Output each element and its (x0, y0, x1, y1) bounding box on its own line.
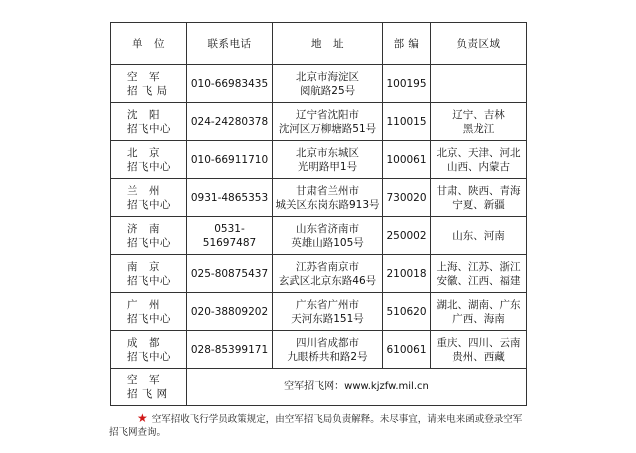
region-line: 山西、内蒙古 (447, 160, 510, 173)
table-row (111, 331, 527, 369)
header-address: 地 址 (273, 23, 383, 65)
unit-cell (111, 293, 187, 331)
table-row (111, 141, 527, 179)
unit-cell (111, 141, 187, 179)
unit-line: 空 军 (127, 374, 160, 386)
address-line: 玄武区北京东路46号 (278, 274, 377, 287)
table-body (111, 65, 527, 406)
unit-cell (111, 217, 187, 255)
address-cell (273, 65, 383, 103)
footnote (109, 412, 529, 439)
address-line: 四川省成都市 (296, 336, 359, 349)
zip-cell: 510620 (383, 293, 431, 331)
phone-cell: 0531-51697487 (187, 217, 273, 255)
region-line: 安徽、江西、福建 (436, 274, 521, 287)
unit-line: 招 飞 局 (127, 84, 168, 97)
zip-cell: 730020 (383, 179, 431, 217)
unit-line: 北 京 (127, 146, 160, 159)
header-unit: 单 位 (111, 23, 187, 65)
unit-line: 招飞中心 (127, 274, 171, 287)
unit-line: 广 州 (127, 298, 160, 311)
website-row (111, 369, 527, 406)
address-line: 江苏省南京市 (296, 260, 359, 273)
address-cell (273, 103, 383, 141)
unit-cell (111, 65, 187, 103)
region-cell (431, 217, 527, 255)
address-line: 英雄山路105号 (291, 236, 364, 249)
website-link[interactable]: 空军招飞网：www.kjzfw.mil.cn (187, 369, 527, 406)
address-cell (273, 255, 383, 293)
address-line: 九眼桥共和路2号 (287, 350, 368, 363)
region-line: 湖北、湖南、广东 (436, 298, 521, 311)
unit-line: 招飞中心 (127, 122, 171, 135)
table-row (111, 103, 527, 141)
recruitment-contact-table (110, 22, 527, 406)
zip-cell: 100195 (383, 65, 431, 103)
address-line: 光明路甲1号 (297, 160, 358, 173)
region-cell (431, 65, 527, 103)
address-cell (273, 179, 383, 217)
phone-cell: 025-80875437 (187, 255, 273, 293)
region-line: 北京、天津、河北 (436, 146, 521, 159)
table-row (111, 255, 527, 293)
region-line: 宁夏、新疆 (452, 198, 505, 211)
header-phone: 联系电话 (187, 23, 273, 65)
unit-cell (111, 255, 187, 293)
unit-line: 南 京 (127, 260, 160, 273)
address-line: 甘肃省兰州市 (296, 184, 359, 197)
address-line: 山东省济南市 (296, 222, 359, 235)
region-line: 广西、海南 (452, 312, 505, 325)
region-line: 重庆、四川、云南 (436, 336, 521, 349)
phone-cell: 024-24280378 (187, 103, 273, 141)
region-cell (431, 141, 527, 179)
address-line: 北京市东城区 (296, 146, 359, 159)
phone-cell: 010-66983435 (187, 65, 273, 103)
phone-cell: 0931-4865353 (187, 179, 273, 217)
address-line: 城关区东岗东路913号 (275, 198, 380, 211)
unit-line: 成 都 (127, 336, 160, 349)
table-row (111, 293, 527, 331)
unit-line: 招飞中心 (127, 160, 171, 173)
address-line: 阅航路25号 (299, 84, 356, 97)
unit-line: 招飞中心 (127, 350, 171, 363)
zip-cell: 250002 (383, 217, 431, 255)
unit-line: 招飞中心 (127, 198, 171, 211)
unit-line: 空 军 (127, 70, 160, 83)
zip-cell: 110015 (383, 103, 431, 141)
header-region: 负责区域 (431, 23, 527, 65)
unit-cell (111, 103, 187, 141)
unit-cell (111, 369, 187, 406)
unit-line: 招飞中心 (127, 236, 171, 249)
header-zip: 部 编 (383, 23, 431, 65)
phone-cell: 010-66911710 (187, 141, 273, 179)
address-line: 辽宁省沈阳市 (296, 108, 359, 121)
region-cell (431, 103, 527, 141)
address-cell (273, 217, 383, 255)
address-cell (273, 331, 383, 369)
star-icon: ★ (137, 411, 148, 425)
region-line: 甘肃、陕西、青海 (436, 184, 521, 197)
address-cell (273, 141, 383, 179)
table-row (111, 179, 527, 217)
unit-line: 招飞中心 (127, 312, 171, 325)
region-line: 山东、河南 (452, 229, 505, 242)
unit-line: 招 飞 网 (127, 388, 168, 400)
phone-cell: 028-85399171 (187, 331, 273, 369)
table-header-row (111, 23, 527, 65)
address-line: 北京市海淀区 (296, 70, 359, 83)
region-line: 贵州、西藏 (452, 350, 505, 363)
address-line: 天河东路151号 (291, 312, 364, 325)
region-cell (431, 255, 527, 293)
zip-cell: 100061 (383, 141, 431, 179)
unit-line: 沈 阳 (127, 108, 160, 121)
table-row (111, 217, 527, 255)
region-cell (431, 293, 527, 331)
unit-cell (111, 179, 187, 217)
phone-cell: 020-38809202 (187, 293, 273, 331)
region-line: 上海、江苏、浙江 (436, 260, 521, 273)
address-line: 沈河区万柳塘路51号 (278, 122, 377, 135)
unit-cell (111, 331, 187, 369)
footnote-text: 空军招收飞行学员政策规定，由空军招飞局负责解释。未尽事宜，请来电来函或登录空军招飞网查询。 (109, 414, 523, 438)
address-line: 广东省广州市 (296, 298, 359, 311)
unit-line: 兰 州 (127, 184, 160, 197)
region-line: 黑龙江 (462, 122, 495, 135)
region-cell (431, 331, 527, 369)
zip-cell: 210018 (383, 255, 431, 293)
region-cell (431, 179, 527, 217)
region-line: 辽宁、吉林 (452, 108, 505, 121)
table-row (111, 65, 527, 103)
unit-line: 济 南 (127, 222, 160, 235)
zip-cell: 610061 (383, 331, 431, 369)
address-cell (273, 293, 383, 331)
